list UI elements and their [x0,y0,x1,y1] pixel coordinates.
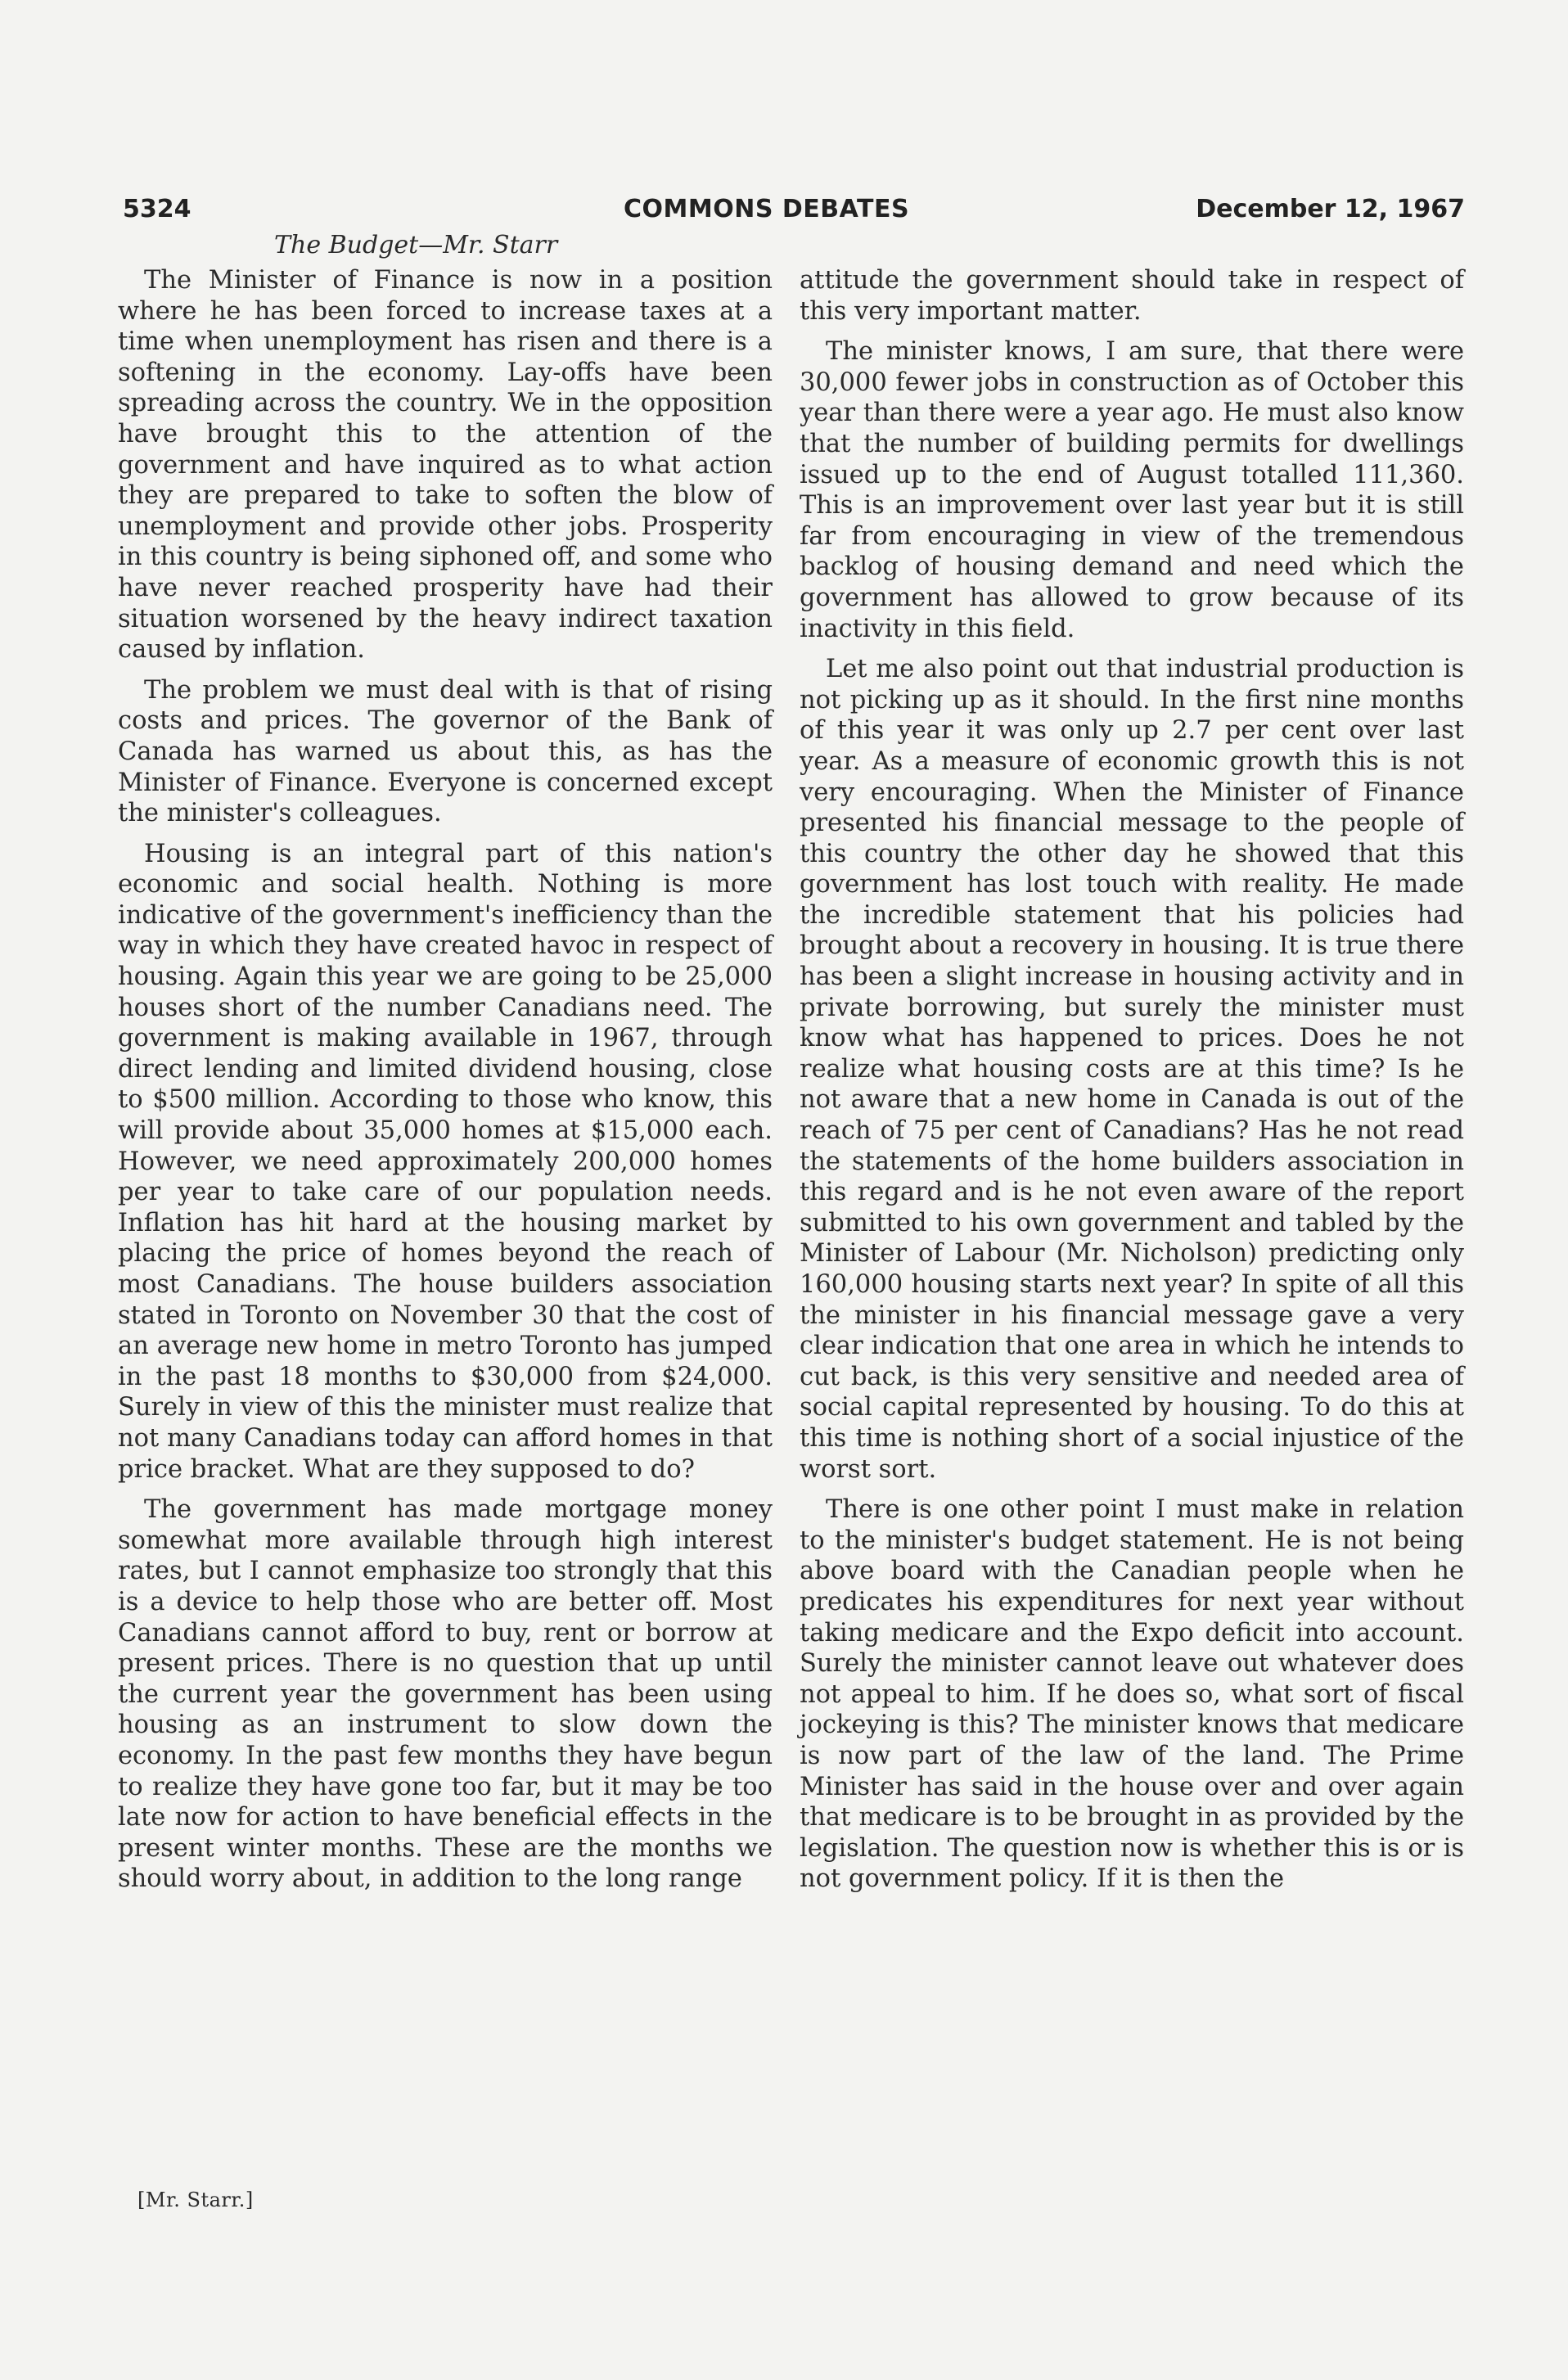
issue-date: December 12, 1967 [1196,195,1465,223]
page-header [123,195,1465,228]
paragraph: The government has made mortgage money somewhat more available through high interest rates, but I cannot emphasize too strongly that this is a device to help those who are better off. Most Canadians cannot afford to buy, rent or borrow at present prices. There is no question that up until the current year the government has been using housing as an instrument to slow down the economy. In the past few months they have begun to realize they have gone too far, but it may be too late now for action to have beneficial effects in the present winter months. These are the months we should worry about, in addition to the long range [118,1495,773,1894]
speaker-footer: [Mr. Starr.] [137,2188,254,2211]
paragraph: The minister knows, I am sure, that there were 30,000 fewer jobs in construction as of October this year than there were a year ago. He must also know that the number of building permits for dwellings issued up to the end of August totalled 111,360. This is an improvement over last year but it is still far from encouraging in view of the tremendous backlog of housing demand and need which the government has allowed to grow because of its inactivity in this field. [800,337,1464,643]
left-column [118,265,773,1904]
journal-title: COMMONS DEBATES [624,195,910,223]
right-column [800,265,1464,1904]
paragraph: The problem we must deal with is that of rising costs and prices. The governor of the Bank of Canada has warned us about this, as has the Minister of Finance. Everyone is concerned except the minister's colleagues. [118,675,773,828]
running-head: The Budget—Mr. Starr [274,231,558,259]
page-number: 5324 [123,195,191,223]
continued-paragraph: attitude the government should take in respect of this very important matter. [800,266,1464,326]
paragraph: There is one other point I must make in relation to the minister's budget statement. He is not being above board with the Canadian people when he predicates his expenditures for next year without taking medicare and the Expo deficit into account. Surely the minister cannot leave out whatever does not appeal to him. If he does so, what sort of fiscal jockeying is this? The minister knows that medicare is now part of the law of the land. The Prime Minister has said in the house over and over again that medicare is to be brought in as provided by the legislation. The question now is whether this is or is not government policy. If it is then the [800,1495,1464,1894]
paragraph: Let me also point out that industrial production is not picking up as it should. In the first nine months of this year it was only up 2.7 per cent over last year. As a measure of economic growth this is not very encouraging. When the Minister of Finance presented his financial message to the people of this country the other day he showed that this government has lost touch with reality. He made the incredible statement that his policies had brought about a recovery in housing. It is true there has been a slight increase in housing activity and in private borrowing, but surely the minister must know what has happened to prices. Does he not realize what housing costs are at this time? Is he not aware that a new home in Canada is out of the reach of 75 per cent of Canadians? Has he not read the statements of the home builders association in this regard and is he not even aware of the report submitted to his own government and tabled by the Minister of Labour (Mr. Nicholson) predicting only 160,000 housing starts next year? In spite of all this the minister in his financial message gave a very clear indication that one area in which he intends to cut back, is this very sensitive and needed area of social capital represented by housing. To do this at this time is nothing short of a social injustice of the worst sort. [800,655,1464,1484]
paragraph: Housing is an integral part of this nation's economic and social health. Nothing is more indicative of the government's inefficiency than the way in which they have created havoc in respect of housing. Again this year we are going to be 25,000 houses short of the number Canadians need. The government is making available in 1967, through direct lending and limited dividend housing, close to $500 million. According to those who know, this will provide about 35,000 homes at $15,000 each. However, we need approximately 200,000 homes per year to take care of our population needs. Inflation has hit hard at the housing market by placing the price of homes beyond the reach of most Canadians. The house builders association stated in Toronto on November 30 that the cost of an average new home in metro Toronto has jumped in the past 18 months to $30,000 from $24,000. Surely in view of this the minister must realize that not many Canadians today can afford homes in that price bracket. What are they supposed to do? [118,839,773,1484]
paragraph: The Minister of Finance is now in a position where he has been forced to increase taxes at a time when unemployment has risen and there is a softening in the economy. Lay-offs have been spreading across the country. We in the opposition have brought this to the attention of the government and have inquired as to what action they are prepared to take to soften the blow of unemployment and provide other jobs. Prosperity in this country is being siphoned off, and some who have never reached prosperity have had their situation worsened by the heavy indirect taxation caused by inflation. [118,266,773,665]
